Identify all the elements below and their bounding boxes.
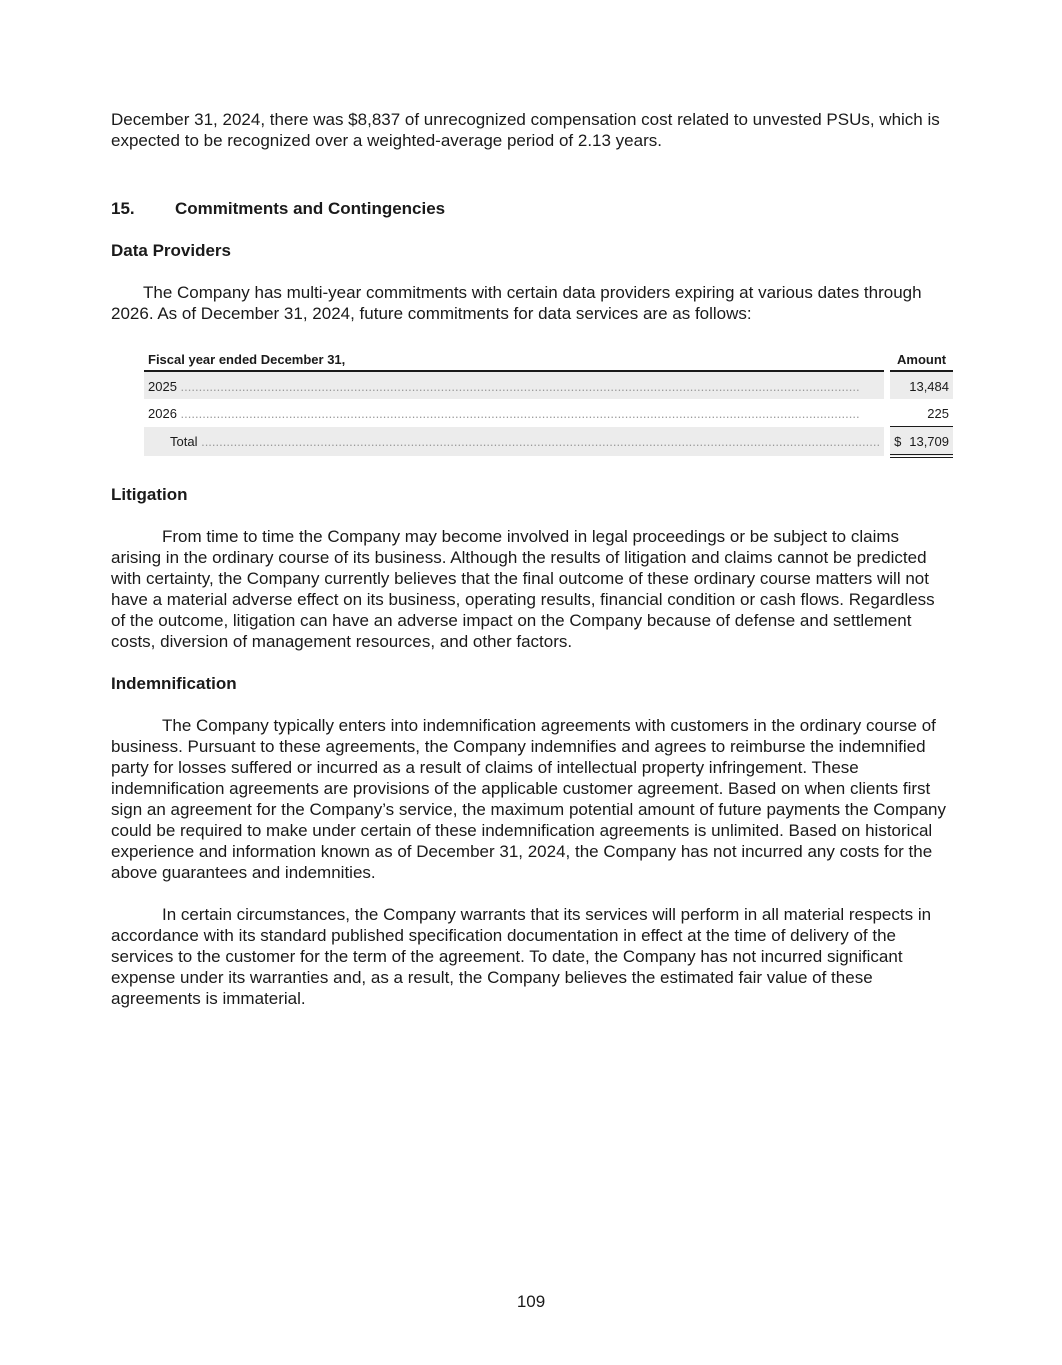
currency-symbol: $ [894, 433, 902, 449]
row-label: 2025 ............................................................................................................................................................................................ [144, 371, 887, 399]
commitments-table [144, 348, 953, 458]
total-label: Total ............................................................................................................................................................................................ [144, 427, 887, 457]
indemnification-heading: Indemnification [111, 674, 237, 693]
section-number: 15. [111, 199, 135, 218]
indemnification-paragraph-1: The Company typically enters into indemnification agreements with customers in the ordinary course of business. Pursuant to these agreements, the Company indemnifies and agrees to reimburse the indemnified party for losses suffered or incurred as a result of claims of intellectual property infringement. These indemnification agreements are provisions of the applicable customer agreement. Based on when clients first sign an agreement for the Company’s service, the maximum potential amount of future payments the Company could be required to make under certain of these indemnification agreements is unlimited. Based on historical experience and information known as of December 31, 2024, the Company has not incurred any costs for the above guarantees and indemnities. [111, 716, 947, 882]
intro-paragraph: December 31, 2024, there was $8,837 of unrecognized compensation cost related to unvested PSUs, which is expected to be recognized over a weighted-average period of 2.13 years. [111, 110, 940, 150]
table-row [144, 371, 953, 399]
litigation-paragraph: From time to time the Company may become involved in legal proceedings or be subject to claims arising in the ordinary course of its business. Although the results of litigation and claims cannot be predicted with certainty, the Company currently believes that the final outcome of these ordinary course matters will not have a material adverse effect on its business, operating results, financial condition or cash flows. Regardless of the outcome, litigation can have an adverse impact on the Company because of defense and settlement costs, diversion of management resources, and other factors. [111, 527, 935, 651]
document-page [111, 109, 949, 1009]
indemnification-paragraph-2: In certain circumstances, the Company warrants that its services will perform in all material respects in accordance with its standard published specification documentation in effect at the time of delivery of the services to the customer for the term of the agreement. To date, the Company has not incurred significant expense under its warranties and, as a result, the Company believes the estimated fair value of these agreements is immaterial. [111, 905, 932, 1008]
section-heading [111, 198, 946, 219]
total-amount: $ 13,709 [887, 427, 953, 457]
page-number: 109 [516, 1292, 546, 1311]
table-total-row [144, 427, 953, 457]
table-row [144, 399, 953, 427]
data-providers-paragraph: The Company has multi-year commitments with certain data providers expiring at various dates through 2026. As of December 31, 2024, future commitments for data services are as follows: [111, 283, 922, 323]
data-providers-heading: Data Providers [111, 241, 231, 260]
row-label: 2026 ............................................................................................................................................................................................ [148, 405, 860, 421]
column-header-fiscal-year: Fiscal year ended December 31, [144, 348, 887, 371]
litigation-heading: Litigation [111, 485, 188, 504]
section-title: Commitments and Contingencies [175, 199, 446, 218]
table-header-row [144, 348, 953, 371]
column-header-amount: Amount [887, 348, 953, 371]
row-amount: 225 [887, 399, 953, 427]
row-amount: 13,484 [887, 371, 953, 399]
